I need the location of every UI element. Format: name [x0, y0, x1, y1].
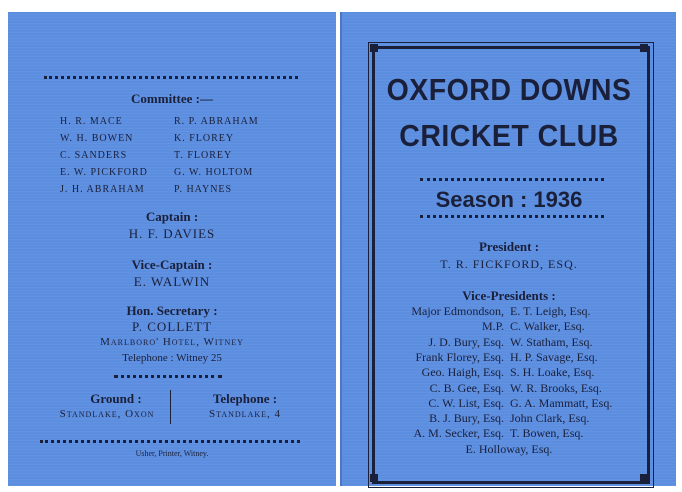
committee-member: H. R. MACE: [60, 116, 123, 127]
secretary-telephone: Telephone : Witney 25: [122, 352, 222, 364]
president-name: T. R. FICKFORD, ESQ.: [440, 257, 578, 271]
vice-president-name: W. Statham, Esq.: [510, 334, 593, 349]
committee-member: T. FLOREY: [174, 150, 233, 161]
committee-member: E. W. PICKFORD: [60, 167, 148, 178]
vice-president-name: C. Walker, Esq.: [510, 319, 585, 334]
season-label: Season : 1936: [435, 187, 583, 212]
secretary-address: Marlboro' Hotel, Witney: [100, 336, 244, 348]
corner-ornament: [640, 44, 648, 52]
vice-president-name: H. P. Savage, Esq.: [510, 349, 598, 364]
corner-ornament: [370, 474, 378, 482]
printer-credit: Usher, Printer, Witney.: [135, 449, 209, 458]
vice-president-name: E. T. Leigh, Esq.: [510, 304, 591, 318]
committee-member: W. H. BOWEN: [60, 133, 134, 144]
committee-member: P. HAYNES: [174, 184, 233, 195]
club-title-line1: OXFORD DOWNS: [386, 72, 632, 107]
vice-president-name: M.P.: [481, 319, 504, 334]
vice-president-name: G. A. Mammatt, Esq.: [510, 395, 613, 410]
vice-president-name: W. R. Brooks, Esq.: [510, 380, 602, 395]
vice-president-name: Frank Florey, Esq.: [415, 349, 504, 364]
ground-heading: Ground :: [90, 391, 142, 406]
club-title-line2: CRICKET CLUB: [399, 118, 619, 153]
captain-heading: Captain :: [145, 209, 199, 224]
bottom-dotted-rule: [40, 440, 300, 443]
vice-president-name: C. B. Gee, Esq.: [429, 380, 504, 395]
vice-captain-name: E. WALWIN: [133, 274, 211, 289]
corner-ornament: [370, 44, 378, 52]
vice-president-name: C. W. List, Esq.: [428, 395, 504, 410]
top-dotted-rule: [44, 76, 298, 79]
vice-president-name: Major Edmondson,: [411, 304, 504, 318]
committee-member: R. P. ABRAHAM: [174, 116, 259, 127]
committee-member: G. W. HOLTOM: [174, 167, 254, 178]
right-panel: [340, 12, 676, 486]
vice-president-name: John Clark, Esq.: [510, 411, 590, 426]
secretary-name: P. COLLETT: [131, 319, 213, 334]
vice-captain-heading: Vice-Captain :: [131, 257, 213, 272]
committee-member: J. H. ABRAHAM: [60, 184, 145, 195]
secretary-heading: Hon. Secretary :: [126, 303, 218, 318]
committee-member: C. SANDERS: [60, 150, 128, 161]
column-divider: [170, 390, 171, 424]
vice-presidents-heading: Vice-Presidents :: [462, 288, 556, 303]
ground-value: Standlake, Oxon: [59, 408, 155, 420]
committee-member: K. FLOREY: [174, 133, 235, 144]
season-rule-bottom: [420, 215, 604, 218]
vice-president-name: J. D. Bury, Esq.: [428, 334, 504, 349]
telephone-value: Standlake, 4: [208, 408, 282, 420]
vice-president-name: T. Bowen, Esq.: [510, 426, 584, 441]
vice-president-last: E. Holloway, Esq.: [465, 442, 553, 456]
vice-president-name: Geo. Haigh, Esq.: [421, 365, 504, 380]
telephone-heading: Telephone :: [212, 391, 278, 406]
left-panel: [8, 12, 336, 486]
vice-president-name: S. H. Loake, Esq.: [510, 365, 595, 380]
mid-dotted-rule: [114, 375, 222, 378]
corner-ornament: [640, 474, 648, 482]
season-rule-top: [420, 178, 604, 181]
captain-name: H. F. DAVIES: [128, 226, 216, 241]
president-heading: President :: [478, 239, 540, 254]
vice-president-name: A. M. Secker, Esq.: [413, 426, 504, 441]
committee-heading: Committee :—: [131, 91, 213, 106]
vice-president-name: B. J. Bury, Esq.: [429, 411, 504, 426]
